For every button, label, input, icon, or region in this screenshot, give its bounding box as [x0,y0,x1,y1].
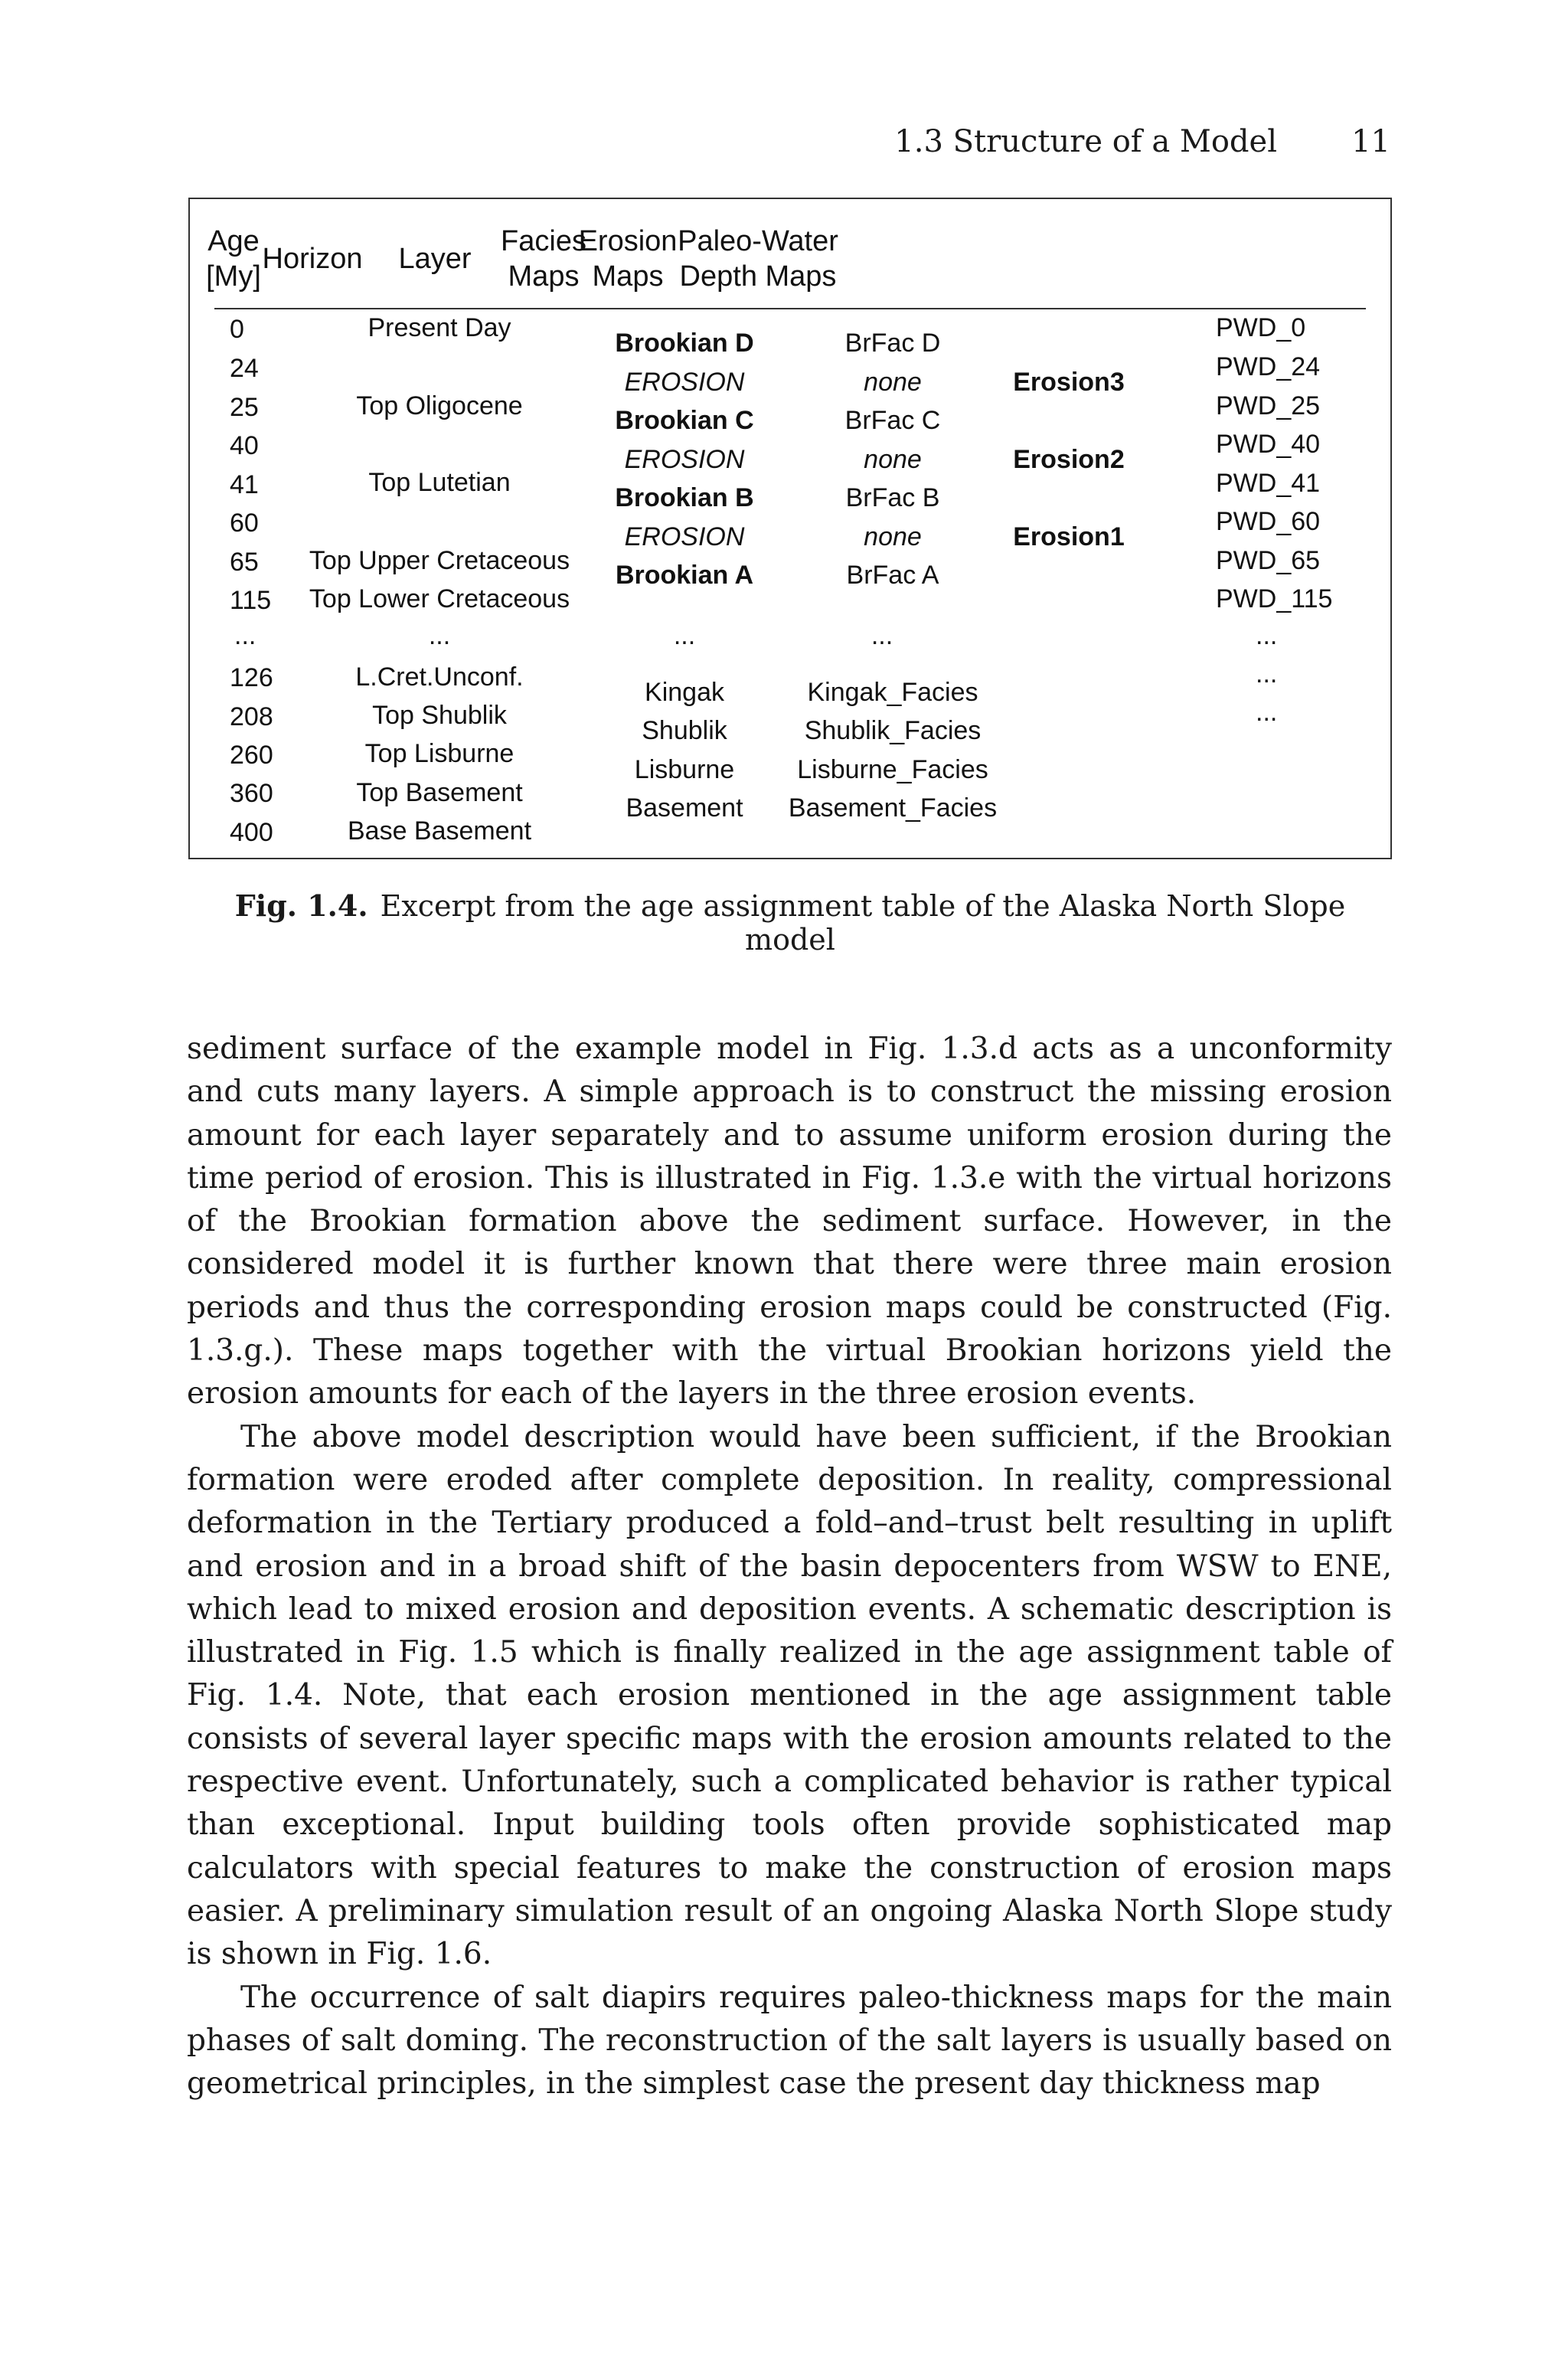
age-cell: 24 [230,354,259,383]
paragraph: The above model description would have been sufficient, if the Brookian formation were eroded after complete deposition. In reality, compressional deformation in the Tertiary produced a fold–and–trust belt resulting in uplift and erosion and in a broad shift of the basin depocenters from WSW to ENE, which lead to mixed erosion and deposition events. A schematic description is illustrated in Fig. 1.5 which is finally realized in the age assignment table of Fig. 1.4. Note, that each erosion mentioned in the age assignment table consists of several layer specific maps with the erosion amounts related to the respective event. Unfortunately, such a complicated behavior is rather typical than exceptional. Input building tools often provide sophisticated map calculators with special features to make the construction of erosion maps easier. A preliminary simulation result of an ongoing Alaska North Slope study is shown in Fig. 1.6. [187,1419,1392,1972]
horizon-cell: ... [428,621,451,650]
erosion-map-cell: Erosion1 [1013,522,1125,551]
horizon-cell: Top Shublik [372,701,507,730]
facies-cell: Kingak_Facies [807,678,978,707]
layer-cell: Kingak [645,678,724,707]
age-cell: 126 [230,663,273,692]
layer-cell: Basement [626,793,743,823]
layer-cell: Brookian B [615,483,754,512]
figure-caption [188,888,1392,957]
caption-label: Fig. 1.4. [234,888,368,923]
header-facies-maps: Facies Maps [501,225,586,293]
running-header [187,124,1390,162]
horizon-cell: Base Basement [347,816,532,846]
pwd-map-cell: ... [1256,659,1278,689]
layer-cell: Shublik [642,716,727,745]
pwd-map-cell: PWD_41 [1216,469,1321,498]
section-title: 1.3 Structure of a Model [894,124,1277,159]
horizon-cell: Top Lutetian [368,468,511,497]
facies-cell: none [864,368,922,397]
age-cell: 260 [230,741,273,770]
pwd-map-cell: PWD_25 [1216,391,1321,420]
horizon-cell: Top Oligocene [356,391,523,420]
facies-cell: none [864,445,922,474]
page-number: 11 [1351,124,1390,159]
horizon-cell: Top Upper Cretaceous [309,546,570,575]
facies-cell: Basement_Facies [788,793,998,823]
horizon-cell: Top Lisburne [364,739,514,768]
age-cell: 40 [230,431,259,460]
horizon-cell: Present Day [368,313,511,342]
age-cell: 41 [230,470,259,499]
layer-cell: Lisburne [634,755,735,784]
header-horizon: Horizon [262,243,363,275]
pwd-map-cell: PWD_65 [1216,546,1321,575]
layer-cell: EROSION [624,368,745,397]
pwd-map-cell: PWD_60 [1216,507,1321,536]
paragraph: The occurrence of salt diapirs requires paleo-thickness maps for the main phases of salt doming. The reconstruction of the salt layers is usually based on geometrical principles, in the simplest case the present day thickness map [187,1980,1392,2102]
layer-cell: ... [673,621,696,650]
age-cell: 60 [230,509,259,538]
header-layer: Layer [398,243,472,275]
erosion-map-cell: Erosion3 [1013,368,1125,397]
age-assignment-table [188,198,1392,859]
layer-cell: Brookian C [615,406,754,435]
facies-cell: Lisburne_Facies [797,755,988,784]
age-cell: ... [234,621,256,650]
age-cell: 0 [230,315,244,344]
paragraph: sediment surface of the example model in Fig. 1.3.d acts as a unconformity and cuts many layers. A simple approach is to construct the missing erosion amount for each layer separately and to assume uniform erosion during the time period of erosion. This is illustrated in Fig. 1.3.e with the virtual horizons of the Brookian formation above the sediment surface. However, in the considered model it is further known that there were three main erosion periods and thus the corresponding erosion maps could be constructed (Fig. 1.3.g.). These maps together with the virtual Brookian horizons yield the erosion amounts for each of the layers in the three erosion events. [187,1032,1392,1411]
age-cell: 65 [230,548,259,577]
header-erosion-maps: Erosion Maps [578,225,678,293]
header-paleo-water-depth-maps: Paleo-Water Depth Maps [678,225,838,293]
pwd-map-cell: PWD_115 [1216,584,1333,613]
facies-cell: ... [871,621,893,650]
layer-cell: EROSION [624,445,745,474]
facies-cell: none [864,522,922,551]
facies-cell: BrFac D [844,329,941,358]
age-cell: 400 [230,818,273,847]
facies-cell: BrFac B [845,483,940,512]
horizon-cell: L.Cret.Unconf. [355,662,524,692]
facies-cell: BrFac A [846,561,939,590]
header-divider [214,308,1366,309]
age-cell: 115 [230,586,272,615]
facies-cell: Shublik_Facies [804,716,982,745]
facies-cell: BrFac C [844,406,941,435]
pwd-map-cell: ... [1256,698,1278,727]
pwd-map-cell: PWD_40 [1216,430,1321,459]
header-age: Age [My] [206,225,261,293]
body-text [187,1028,1392,2105]
age-cell: 360 [230,779,273,808]
pwd-map-cell: PWD_24 [1216,352,1321,381]
age-cell: 208 [230,702,273,731]
erosion-map-cell: Erosion2 [1013,445,1125,474]
layer-cell: Brookian A [615,561,754,590]
age-cell: 25 [230,393,259,422]
caption-text: Excerpt from the age assignment table of the Alaska North Slope model [380,889,1346,957]
pwd-map-cell: ... [1256,621,1278,650]
horizon-cell: Top Basement [356,778,523,807]
layer-cell: Brookian D [615,329,754,358]
layer-cell: EROSION [624,522,745,551]
pwd-map-cell: PWD_0 [1216,313,1306,342]
horizon-cell: Top Lower Cretaceous [309,584,570,613]
